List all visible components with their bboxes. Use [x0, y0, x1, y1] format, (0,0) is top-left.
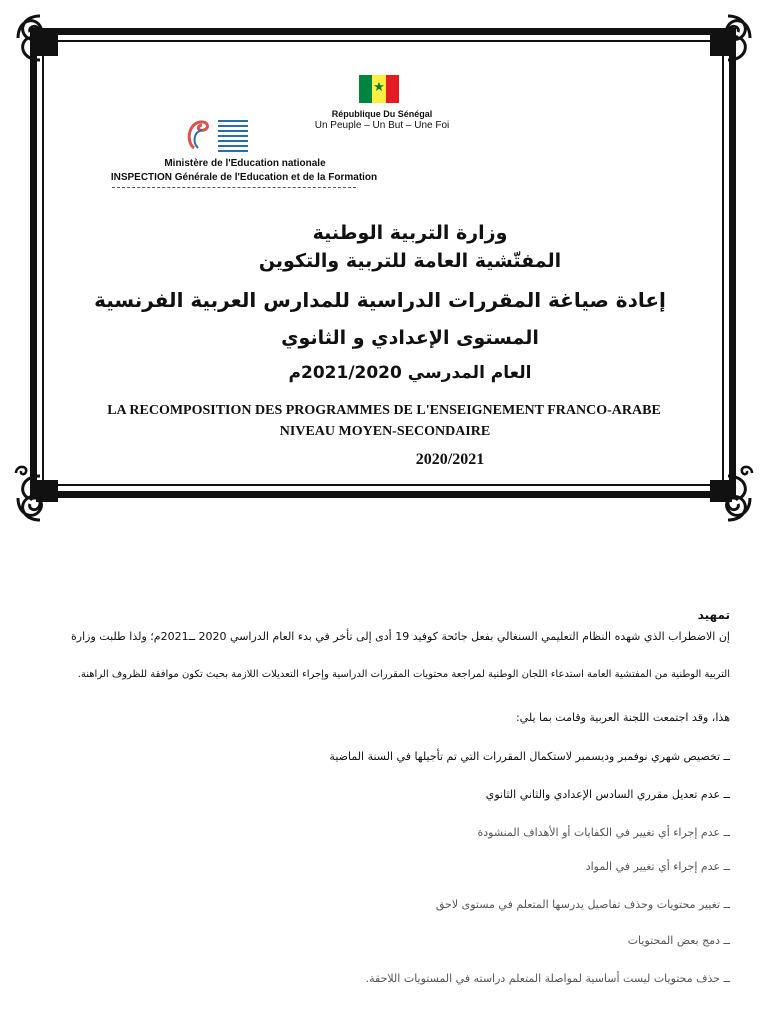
main-title-fr: LA RECOMPOSITION DES PROGRAMMES DE L'ENSEIGNEMENT FRANCO-ARABE: [107, 403, 661, 418]
senegal-flag-icon: ★: [359, 75, 399, 103]
level-title-ar: المستوى الإعدادي و الثانوي: [281, 327, 539, 349]
level-title-fr: NIVEAU MOYEN-SECONDAIRE: [279, 424, 491, 439]
list-item: ــ عدم تعديل مقرري السادس الإعدادي والثاني الثانوي: [485, 788, 730, 801]
list-item: ــ عدم إجراء أي تغيير في الكفايات أو الأهداف المنشودة: [477, 826, 730, 839]
list-item: ــ دمج بعض المحتويات: [627, 934, 730, 947]
list-item: ــ حذف محتويات ليست أساسية لمواصلة المتعلم دراسته في المستويات اللاحقة.: [365, 972, 730, 985]
side-ornament-icon: [732, 462, 754, 484]
republic-label: République Du Sénégal: [331, 109, 433, 119]
school-year-ar: العام المدرسي 2021/2020م: [288, 363, 532, 383]
main-title-ar: إعادة صياغة المقررات الدراسية للمدارس العربية الفرنسية: [94, 288, 666, 312]
ministry-divider: [112, 187, 356, 188]
corner-ornament-icon: [700, 10, 756, 66]
list-item: ــ تخصيص شهري نوفمبر وديسمبر لاستكمال المقررات التي تم تأجيلها في السنة الماضية: [329, 750, 730, 763]
side-ornament-icon: [14, 462, 36, 484]
ministry-name: Ministère de l'Education nationale: [164, 158, 326, 169]
inspection-name: INSPECTION Générale de l'Education et de la Formation: [110, 172, 378, 183]
school-year-fr: 2020/2021: [415, 451, 485, 468]
list-item: ــ تغيير محتويات وحذف تفاصيل يدرسها المتعلم في مستوى لاحق: [435, 898, 730, 911]
ministry-logo-icon: [184, 118, 250, 154]
list-item: ــ عدم إجراء أي تغيير في المواد: [585, 860, 730, 873]
inspection-title-ar: المفتّشية العامة للتربية والتكوين: [258, 250, 562, 272]
committee-intro: هذا، وقد اجتمعت اللجنة العربية وقامت بما يلي:: [515, 711, 730, 724]
section-heading: تمهيد: [697, 608, 730, 622]
intro-paragraph-line2: التربية الوطنية من المفتشية العامة استدعاء اللجان الوطنية لمراجعة محتويات المقررات الدراسية وإجراء التعديلات اللازمة بحيث تكون موافقة للظروف الراهنة.: [77, 669, 730, 680]
intro-paragraph-line1: إن الاضطراب الذي شهده النظام التعليمي السنغالي بفعل جائحة كوفيد 19 أدى إلى تأخر في بدء العام الدراسي 2020 ــ2021م؛ ولذا طلبت وزارة: [71, 630, 730, 643]
corner-ornament-icon: [12, 10, 68, 66]
ministry-title-ar: وزارة التربية الوطنية: [312, 222, 508, 244]
national-motto: Un Peuple – Un But – Une Foi: [314, 120, 450, 131]
